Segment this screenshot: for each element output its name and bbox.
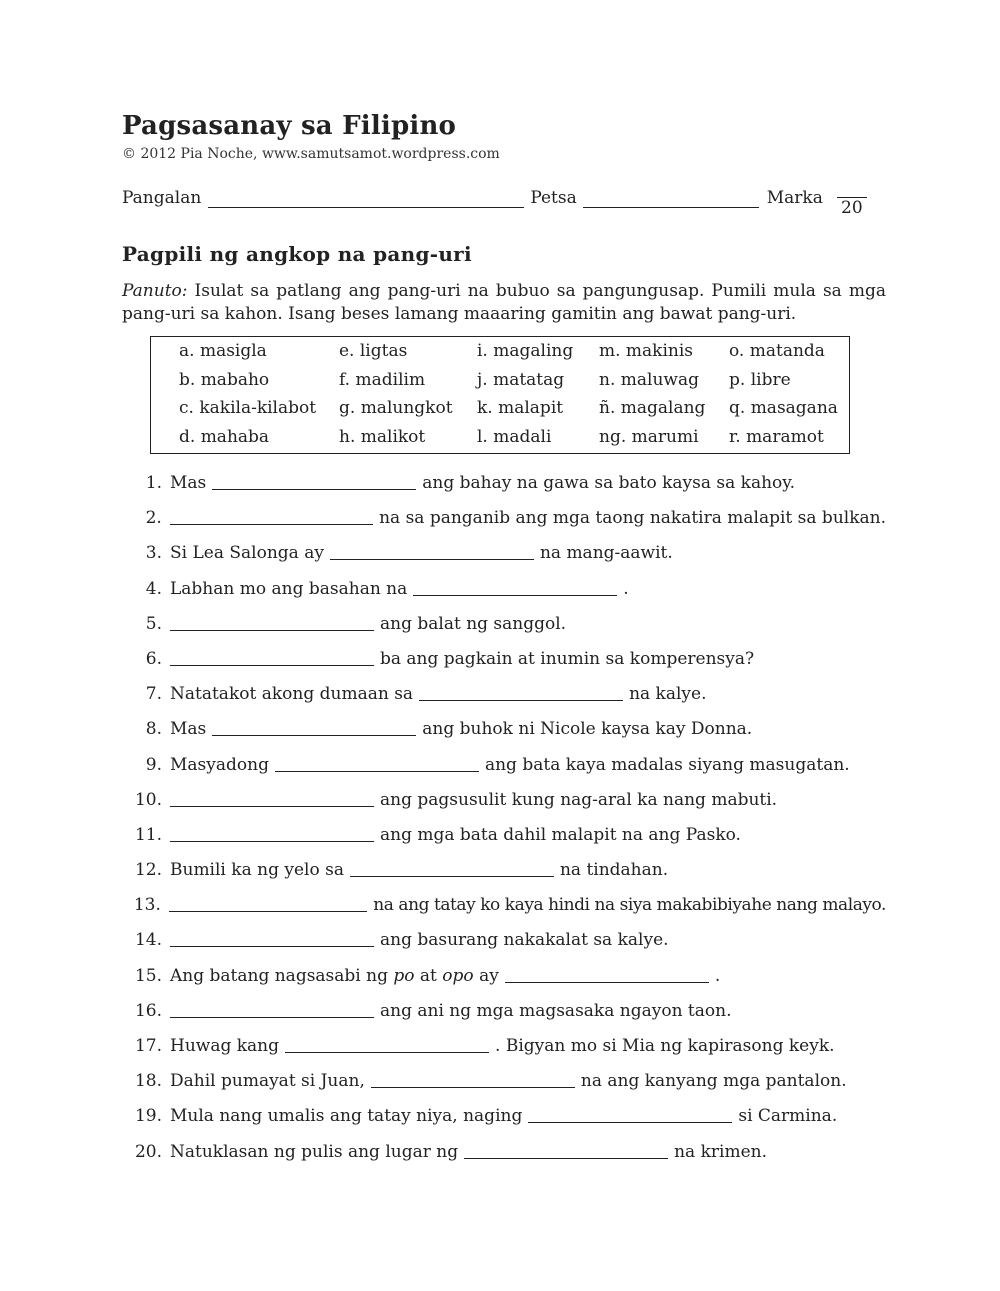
- answer-blank[interactable]: [275, 754, 479, 772]
- choice-item: n. maluwag: [599, 369, 699, 390]
- question-number: 17.: [134, 1036, 162, 1056]
- question-text-before: Mula nang umalis ang tatay niya, naging: [170, 1106, 523, 1127]
- question-item: [122, 578, 886, 613]
- answer-blank[interactable]: [212, 472, 416, 490]
- question-text-before: Mas: [170, 719, 207, 740]
- question-number: 5.: [145, 613, 162, 634]
- answer-blank[interactable]: [371, 1070, 575, 1088]
- choice-item: b. mabaho: [179, 369, 270, 390]
- question-item: [122, 648, 886, 683]
- question-item: [122, 859, 886, 894]
- question-item: [122, 542, 886, 577]
- answer-blank[interactable]: [419, 683, 623, 701]
- question-number: 11.: [134, 824, 162, 845]
- choice-item: ng. marumi: [599, 426, 699, 447]
- choice-item: e. ligtas: [339, 341, 408, 361]
- question-item: [122, 718, 886, 753]
- question-text-after: ang mga bata dahil malapit na ang Pasko.: [380, 824, 741, 845]
- question-text-after: na ang kanyang mga pantalon.: [580, 1071, 847, 1092]
- question-text-after: ang buhok ni Nicole kaysa kay Donna.: [422, 719, 753, 740]
- question-text-after: na krimen.: [674, 1141, 767, 1162]
- choices-box: [150, 336, 850, 454]
- choice-item: j. matatag: [477, 369, 565, 390]
- question-list: [122, 472, 886, 1176]
- question-number: 18.: [134, 1071, 162, 1092]
- question-number: 14.: [134, 930, 162, 951]
- question-text-after: ang pagsusulit kung nag-aral ka nang mabuti.: [380, 789, 778, 810]
- answer-blank[interactable]: [212, 718, 416, 736]
- choice-item: g. malungkot: [339, 398, 453, 418]
- answer-blank[interactable]: [285, 1035, 489, 1053]
- question-text-after: ang balat ng sanggol.: [380, 613, 567, 634]
- choice-item: f. madilim: [339, 369, 426, 390]
- choice-item: h. malikot: [339, 426, 426, 447]
- instructions-label: Panuto:: [122, 281, 188, 301]
- question-item: [122, 507, 886, 542]
- question-number: 12.: [134, 860, 162, 881]
- question-number: 8.: [145, 719, 162, 740]
- copyright: © 2012 Pia Noche, www.samutsamot.wordpress.com: [122, 146, 500, 162]
- instructions: [122, 280, 886, 326]
- question-number: 2.: [145, 508, 162, 529]
- question-text-before: Huwag kang: [170, 1036, 280, 1056]
- question-text-after: ang bahay na gawa sa bato kaysa sa kahoy.: [422, 473, 796, 493]
- question-number: 3.: [145, 543, 162, 564]
- question-text-after: si Carmina.: [738, 1106, 838, 1127]
- question-item: [122, 1141, 886, 1176]
- answer-blank[interactable]: [350, 859, 554, 877]
- question-item: [122, 824, 886, 859]
- name-field[interactable]: [208, 189, 524, 208]
- question-text-after: na tindahan.: [559, 860, 669, 881]
- question-text-after: .: [623, 578, 629, 599]
- date-label: Petsa: [530, 188, 577, 208]
- question-text-after: . Bigyan mo si Mia ng kapirasong keyk.: [495, 1036, 835, 1056]
- choice-item: q. masagana: [729, 398, 838, 418]
- question-item: [122, 754, 886, 789]
- question-item: [122, 472, 886, 507]
- answer-blank[interactable]: [170, 789, 374, 807]
- word-po: po: [393, 965, 415, 986]
- question-number: 19.: [134, 1106, 162, 1127]
- word-opo: opo: [442, 965, 474, 986]
- choice-item: l. madali: [477, 426, 552, 447]
- question-number: 10.: [134, 789, 162, 810]
- question-text-after: na ang tatay ko kaya hindi na siya makabibiyahe nang malayo.: [373, 895, 886, 916]
- question-text-after: ang basurang nakakalat sa kalye.: [380, 930, 669, 951]
- question-item: [122, 683, 886, 718]
- question-text-after: ba ang pagkain at inumin sa komperensya?: [380, 648, 755, 669]
- question-text-before: Masyadong: [170, 754, 269, 775]
- word-at: at: [419, 965, 437, 986]
- choice-item: a. masigla: [179, 341, 267, 361]
- question-item: [122, 789, 886, 824]
- section-title: Pagpili ng angkop na pang-uri: [122, 242, 472, 266]
- question-text-before: Si Lea Salonga ay: [170, 543, 324, 564]
- answer-blank[interactable]: [170, 929, 374, 947]
- question-item: [122, 1035, 886, 1070]
- choice-item: c. kakila-kilabot: [179, 398, 317, 418]
- worksheet: [122, 108, 886, 1176]
- choice-item: r. maramot: [729, 426, 824, 447]
- answer-blank[interactable]: [169, 894, 367, 912]
- question-number: 7.: [145, 684, 162, 705]
- question-text-before: Natuklasan ng pulis ang lugar ng: [170, 1141, 459, 1162]
- student-info-row: [122, 182, 886, 218]
- answer-blank[interactable]: [170, 824, 374, 842]
- question-text-after: .: [714, 965, 721, 986]
- question-text-before: Dahil pumayat si Juan,: [170, 1071, 365, 1092]
- question-number: 9.: [145, 754, 162, 775]
- question-item: [122, 613, 886, 648]
- question-number: 20.: [134, 1141, 162, 1162]
- question-item: [122, 965, 886, 1000]
- answer-blank[interactable]: [413, 578, 617, 596]
- choice-item: i. magaling: [477, 341, 574, 361]
- answer-blank[interactable]: [330, 542, 534, 560]
- question-text-after: ang ani ng mga magsasaka ngayon taon.: [380, 1000, 732, 1021]
- name-label: Pangalan: [122, 188, 202, 208]
- answer-blank[interactable]: [170, 507, 373, 525]
- question-item: [122, 1105, 886, 1140]
- answer-blank[interactable]: [528, 1105, 732, 1123]
- choice-item: p. libre: [729, 369, 791, 390]
- question-number: 6.: [145, 648, 162, 669]
- choice-item: d. mahaba: [179, 426, 270, 447]
- question-text-after: na kalye.: [629, 684, 707, 705]
- question-text-before: Ang batang nagsasabi ng: [170, 965, 388, 986]
- question-item: [122, 929, 886, 964]
- choice-item: ñ. magalang: [599, 398, 706, 418]
- question-item: [122, 1000, 886, 1035]
- question-item: [122, 894, 886, 929]
- question-number: 15.: [134, 965, 162, 986]
- choice-item: m. makinis: [599, 341, 694, 361]
- page-title: Pagsasanay sa Filipino: [122, 111, 457, 141]
- question-text-after: ang bata kaya madalas siyang masugatan.: [484, 754, 850, 775]
- question-text-before: Bumili ka ng yelo sa: [170, 860, 344, 881]
- answer-blank[interactable]: [505, 965, 709, 983]
- question-number: 16.: [134, 1000, 162, 1021]
- question-item: [122, 1070, 886, 1105]
- word-ay: ay: [479, 965, 499, 986]
- question-text-before: Labhan mo ang basahan na: [170, 578, 408, 599]
- question-text-before: Mas: [170, 473, 207, 493]
- date-field[interactable]: [583, 189, 759, 208]
- answer-blank[interactable]: [170, 1000, 374, 1018]
- choice-item: k. malapit: [477, 398, 564, 418]
- answer-blank[interactable]: [170, 613, 374, 631]
- score-total: 20: [841, 198, 863, 218]
- question-text-after: na mang-aawit.: [539, 543, 673, 564]
- score-fraction: [837, 197, 867, 218]
- answer-blank[interactable]: [464, 1141, 668, 1159]
- question-number: 1.: [145, 473, 162, 493]
- question-number: 13.: [133, 895, 161, 916]
- instructions-text: Isulat sa patlang ang pang-uri na bubuo sa pangungusap. Pumili mula sa mga pang-uri sa kahon. Isang beses lamang maaaring gamitin ang bawat pang-uri.: [122, 281, 886, 324]
- question-number: 4.: [145, 578, 162, 599]
- question-text-after: na sa panganib ang mga taong nakatira malapit sa bulkan.: [379, 508, 886, 529]
- answer-blank[interactable]: [170, 648, 374, 666]
- question-text-before: Natatakot akong dumaan sa: [170, 684, 414, 705]
- score-label: Marka: [766, 188, 823, 208]
- choice-item: o. matanda: [729, 341, 825, 361]
